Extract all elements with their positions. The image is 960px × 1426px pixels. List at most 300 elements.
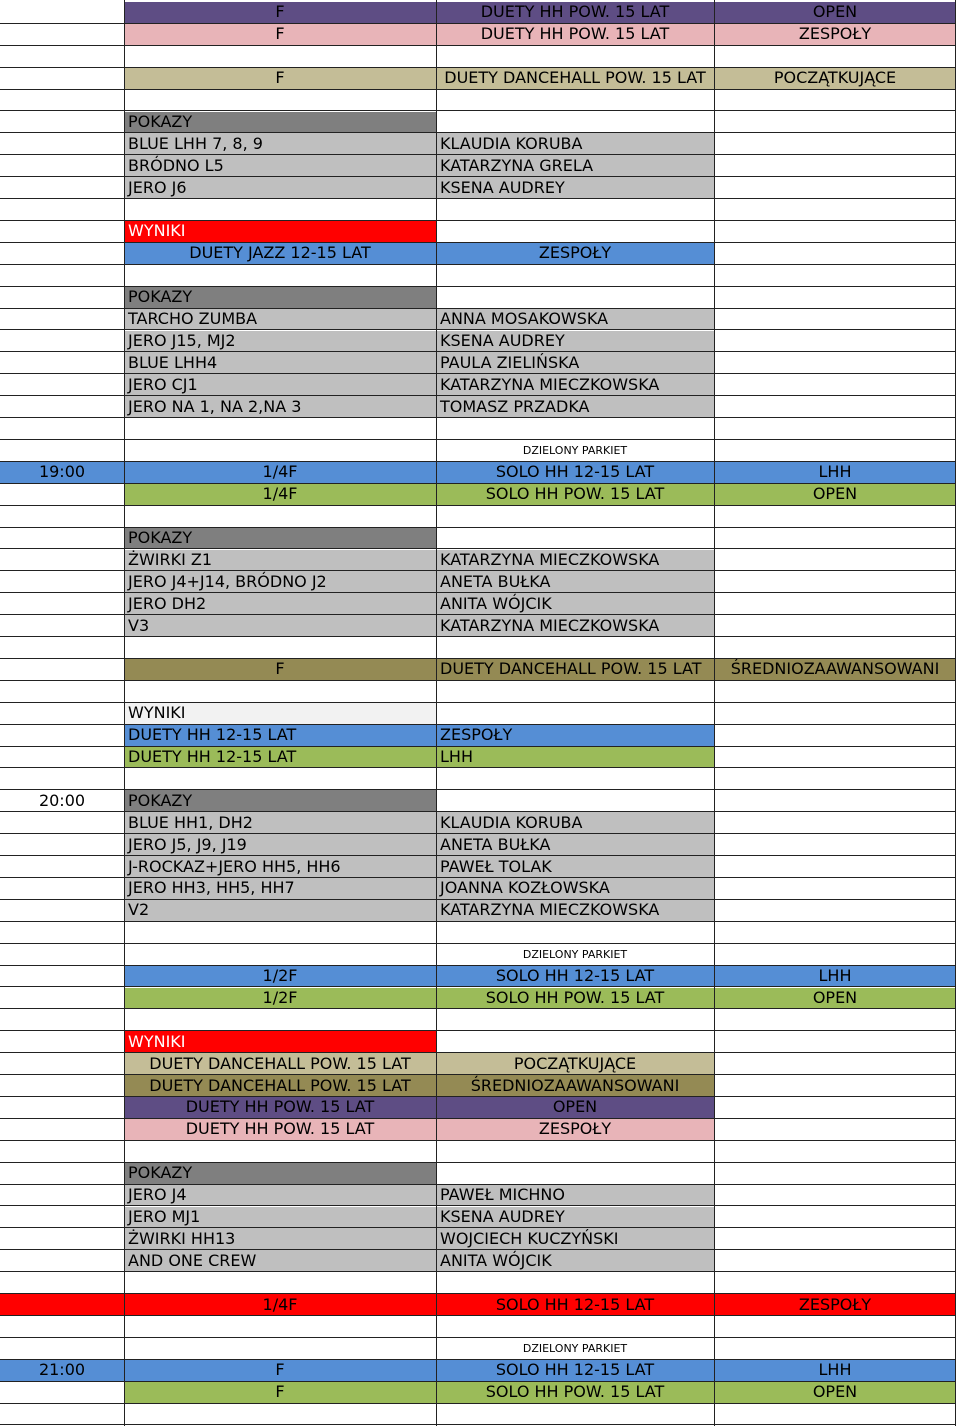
round-cell: J-ROCKAZ+JERO HH5, HH6 — [128, 856, 341, 876]
category-cell — [436, 199, 714, 220]
round-cell: JERO J15, MJ2 — [128, 330, 236, 350]
category-cell — [436, 1404, 714, 1425]
category-cell: JOANNA KOZŁOWSKA — [440, 878, 610, 898]
category-cell: ANETA BUŁKA — [440, 834, 551, 854]
schedule-row — [0, 440, 956, 462]
round-cell: WYNIKI — [128, 1031, 186, 1051]
time-cell — [0, 1053, 124, 1074]
round-cell: JERO J6 — [128, 177, 187, 197]
schedule-row — [0, 1031, 956, 1053]
schedule-row — [0, 856, 956, 878]
round-cell: AND ONE CREW — [128, 1250, 257, 1270]
time-cell — [0, 1382, 124, 1403]
category-cell: SOLO HH POW. 15 LAT — [485, 987, 665, 1007]
time-cell — [0, 1119, 124, 1140]
time-cell — [0, 374, 124, 395]
round-cell: DUETY HH 12-15 LAT — [128, 747, 297, 767]
round-cell: DUETY HH POW. 15 LAT — [185, 1097, 375, 1117]
round-cell — [124, 1141, 436, 1162]
time-cell — [0, 309, 124, 330]
round-cell: F — [275, 68, 285, 88]
category-cell: LHH — [440, 747, 473, 767]
round-cell: POKAZY — [128, 1163, 193, 1183]
round-cell — [124, 922, 436, 943]
category-cell: SOLO HH 12-15 LAT — [495, 1294, 655, 1314]
schedule-row — [0, 68, 956, 90]
time-cell — [0, 550, 124, 571]
level-cell: OPEN — [812, 1382, 858, 1402]
round-cell: 1/4F — [262, 1294, 298, 1314]
schedule-row — [0, 462, 956, 484]
time-cell — [0, 659, 124, 680]
schedule-row — [0, 1228, 956, 1250]
round-cell: WYNIKI — [128, 221, 186, 241]
category-cell — [436, 681, 714, 702]
time-cell — [0, 1316, 124, 1337]
category-cell: OPEN — [552, 1097, 598, 1117]
level-cell: ŚREDNIOZAAWANSOWANI — [730, 659, 940, 679]
schedule-row — [0, 812, 956, 834]
time-cell — [0, 812, 124, 833]
category-cell: KLAUDIA KORUBA — [440, 812, 583, 832]
time-cell — [0, 331, 124, 352]
level-cell — [714, 243, 956, 264]
category-cell: ŚREDNIOZAAWANSOWANI — [470, 1075, 680, 1095]
category-cell: KLAUDIA KORUBA — [440, 133, 583, 153]
level-cell — [714, 221, 956, 242]
schedule-row — [0, 1382, 956, 1404]
level-cell — [714, 396, 956, 417]
category-cell — [436, 703, 714, 724]
time-cell — [0, 1338, 124, 1359]
category-cell: ANNA MOSAKOWSKA — [440, 309, 609, 329]
category-cell: ZESPOŁY — [440, 725, 513, 745]
schedule-row — [0, 90, 956, 112]
category-cell — [436, 1141, 714, 1162]
schedule-row — [0, 900, 956, 922]
category-cell: KSENA AUDREY — [440, 177, 565, 197]
time-cell — [0, 703, 124, 724]
time-cell — [0, 1228, 124, 1249]
round-cell — [124, 46, 436, 67]
round-cell — [124, 440, 436, 461]
category-cell — [436, 418, 714, 439]
round-cell: ŻWIRKI HH13 — [128, 1228, 236, 1248]
schedule-row — [0, 46, 956, 68]
schedule-row — [0, 287, 956, 309]
schedule-row — [0, 703, 956, 725]
time-cell — [0, 528, 124, 549]
round-cell — [124, 681, 436, 702]
schedule-row — [0, 769, 956, 791]
category-cell — [436, 287, 714, 308]
round-cell: F — [275, 1360, 285, 1380]
schedule-row — [0, 177, 956, 199]
level-cell — [714, 703, 956, 724]
level-cell: LHH — [818, 1360, 852, 1380]
schedule-row — [0, 1250, 956, 1272]
level-cell — [714, 1228, 956, 1249]
time-cell — [0, 1031, 124, 1052]
level-cell — [714, 1141, 956, 1162]
level-cell — [714, 725, 956, 746]
level-cell — [714, 374, 956, 395]
category-cell: DUETY HH POW. 15 LAT — [480, 2, 670, 22]
time-cell — [0, 1075, 124, 1096]
schedule-row — [0, 265, 956, 287]
level-cell — [714, 309, 956, 330]
time-cell — [0, 90, 124, 111]
round-cell: JERO HH3, HH5, HH7 — [128, 878, 295, 898]
category-cell: ZESPOŁY — [538, 1119, 612, 1139]
round-cell: F — [275, 2, 285, 22]
time-cell — [0, 1207, 124, 1228]
schedule-row — [0, 331, 956, 353]
time-cell — [0, 24, 124, 45]
schedule-row — [0, 506, 956, 528]
time-cell — [0, 1404, 124, 1425]
level-cell — [714, 812, 956, 833]
round-cell — [124, 265, 436, 286]
round-cell — [124, 1009, 436, 1030]
category-cell: ANITA WÓJCIK — [440, 593, 552, 613]
column-divider — [124, 0, 125, 1426]
time-cell — [0, 155, 124, 176]
level-cell: POCZĄTKUJĄCE — [773, 68, 897, 88]
time-cell — [0, 221, 124, 242]
round-cell: JERO MJ1 — [128, 1206, 201, 1226]
schedule-row — [0, 243, 956, 265]
level-cell — [714, 1097, 956, 1118]
round-cell: BRÓDNO L5 — [128, 155, 224, 175]
category-cell — [436, 46, 714, 67]
level-cell — [714, 922, 956, 943]
level-cell — [714, 769, 956, 790]
round-cell: JERO J4 — [128, 1185, 187, 1205]
column-divider — [714, 0, 715, 1426]
category-cell: KATARZYNA MIECZKOWSKA — [440, 549, 660, 569]
category-cell: DUETY HH POW. 15 LAT — [480, 24, 670, 44]
schedule-row — [0, 966, 956, 988]
time-cell — [0, 1294, 124, 1315]
category-cell: KATARZYNA MIECZKOWSKA — [440, 900, 660, 920]
time-cell — [0, 593, 124, 614]
time-cell — [0, 1185, 124, 1206]
category-cell — [436, 922, 714, 943]
category-cell: KATARZYNA MIECZKOWSKA — [440, 615, 660, 635]
level-cell: OPEN — [812, 987, 858, 1007]
schedule-row — [0, 112, 956, 134]
category-cell — [436, 1163, 714, 1184]
time-cell — [0, 944, 124, 965]
round-cell: DUETY JAZZ 12-15 LAT — [189, 243, 371, 263]
round-cell: 1/2F — [262, 987, 298, 1007]
round-cell — [124, 1338, 436, 1359]
level-cell — [714, 550, 956, 571]
round-cell — [124, 506, 436, 527]
level-cell — [714, 1119, 956, 1140]
level-cell — [714, 155, 956, 176]
level-cell — [714, 900, 956, 921]
schedule-row — [0, 725, 956, 747]
time-cell — [0, 133, 124, 154]
round-cell: JERO J5, J9, J19 — [128, 834, 247, 854]
level-cell — [714, 1338, 956, 1359]
schedule-row — [0, 155, 956, 177]
category-cell — [436, 1272, 714, 1293]
schedule-row — [0, 1360, 956, 1382]
level-cell — [714, 878, 956, 899]
category-cell: DUETY DANCEHALL POW. 15 LAT — [444, 68, 706, 88]
category-cell — [436, 1031, 714, 1052]
column-divider — [955, 0, 956, 1426]
time-cell — [0, 900, 124, 921]
time-cell — [0, 1250, 124, 1271]
round-cell — [124, 1316, 436, 1337]
round-cell — [124, 1272, 436, 1293]
level-cell — [714, 944, 956, 965]
level-cell — [714, 593, 956, 614]
round-cell — [124, 199, 436, 220]
level-cell — [714, 790, 956, 811]
category-cell — [436, 221, 714, 242]
category-cell — [436, 790, 714, 811]
time-cell — [0, 747, 124, 768]
time-cell — [0, 571, 124, 592]
category-cell: KSENA AUDREY — [440, 330, 565, 350]
level-cell — [714, 506, 956, 527]
category-cell — [436, 1009, 714, 1030]
schedule-row — [0, 593, 956, 615]
level-cell — [714, 1404, 956, 1425]
level-cell — [714, 112, 956, 133]
category-cell: KSENA AUDREY — [440, 1206, 565, 1226]
round-cell: 1/4F — [262, 462, 298, 482]
round-cell — [124, 418, 436, 439]
category-cell: DUETY DANCEHALL POW. 15 LAT — [440, 659, 702, 679]
schedule-row — [0, 352, 956, 374]
schedule-row — [0, 374, 956, 396]
time-cell — [0, 396, 124, 417]
round-cell: POKAZY — [128, 111, 193, 131]
schedule-row — [0, 2, 956, 24]
schedule-row — [0, 309, 956, 331]
level-cell: ZESPOŁY — [798, 1294, 872, 1314]
level-cell: ZESPOŁY — [798, 24, 872, 44]
time-cell — [0, 637, 124, 658]
category-cell: SOLO HH 12-15 LAT — [495, 966, 655, 986]
level-cell — [714, 46, 956, 67]
round-cell: POKAZY — [128, 287, 193, 307]
level-cell — [714, 1250, 956, 1271]
round-cell: ŻWIRKI Z1 — [128, 549, 213, 569]
round-cell: JERO CJ1 — [128, 374, 198, 394]
schedule-row — [0, 1119, 956, 1141]
level-cell — [714, 1272, 956, 1293]
category-cell: KATARZYNA GRELA — [440, 155, 594, 175]
time-cell: 19:00 — [38, 462, 86, 482]
schedule-row — [0, 1316, 956, 1338]
category-cell — [436, 112, 714, 133]
schedule-row — [0, 1404, 956, 1426]
level-cell: OPEN — [812, 484, 858, 504]
schedule-row — [0, 396, 956, 418]
schedule-row — [0, 1338, 956, 1360]
schedule-row — [0, 24, 956, 46]
time-cell — [0, 1163, 124, 1184]
time-cell — [0, 199, 124, 220]
round-cell: F — [275, 659, 285, 679]
round-cell: F — [275, 24, 285, 44]
time-cell: 21:00 — [38, 1360, 86, 1380]
time-cell — [0, 856, 124, 877]
category-cell: WOJCIECH KUCZYŃSKI — [440, 1228, 619, 1248]
level-cell — [714, 856, 956, 877]
schedule-row — [0, 922, 956, 944]
round-cell: 1/2F — [262, 966, 298, 986]
level-cell — [714, 637, 956, 658]
time-cell — [0, 352, 124, 373]
category-cell: DZIELONY PARKIET — [522, 947, 628, 961]
category-cell — [436, 90, 714, 111]
time-cell — [0, 966, 124, 987]
level-cell — [714, 1163, 956, 1184]
schedule-row — [0, 878, 956, 900]
level-cell — [714, 1009, 956, 1030]
time-cell — [0, 1009, 124, 1030]
time-cell — [0, 878, 124, 899]
time-cell — [0, 68, 124, 89]
round-cell: DUETY HH 12-15 LAT — [128, 725, 297, 745]
level-cell — [714, 1185, 956, 1206]
level-cell: OPEN — [812, 2, 858, 22]
schedule-row — [0, 988, 956, 1010]
level-cell — [714, 1207, 956, 1228]
level-cell — [714, 440, 956, 461]
schedule-row — [0, 528, 956, 550]
time-cell — [0, 484, 124, 505]
level-cell — [714, 90, 956, 111]
level-cell: LHH — [818, 462, 852, 482]
level-cell — [714, 528, 956, 549]
schedule-row — [0, 1163, 956, 1185]
category-cell: ZESPOŁY — [538, 243, 612, 263]
level-cell — [714, 571, 956, 592]
category-cell: PAWEŁ MICHNO — [440, 1185, 565, 1205]
schedule-row — [0, 681, 956, 703]
level-cell — [714, 681, 956, 702]
category-cell — [436, 1316, 714, 1337]
level-cell — [714, 615, 956, 636]
category-cell — [436, 506, 714, 527]
schedule-row — [0, 834, 956, 856]
schedule-row — [0, 1141, 956, 1163]
time-cell — [0, 506, 124, 527]
schedule-row — [0, 637, 956, 659]
schedule-row — [0, 221, 956, 243]
category-cell: SOLO HH POW. 15 LAT — [485, 1382, 665, 1402]
level-cell — [714, 352, 956, 373]
schedule-row — [0, 133, 956, 155]
round-cell — [124, 637, 436, 658]
round-cell: WYNIKI — [128, 703, 186, 723]
level-cell — [714, 331, 956, 352]
time-cell — [0, 2, 124, 23]
round-cell: JERO NA 1, NA 2,NA 3 — [128, 396, 302, 416]
schedule-row — [0, 1009, 956, 1031]
level-cell: LHH — [818, 966, 852, 986]
schedule-row — [0, 1053, 956, 1075]
level-cell — [714, 1053, 956, 1074]
round-cell — [124, 769, 436, 790]
time-cell — [0, 681, 124, 702]
time-cell — [0, 46, 124, 67]
schedule-row — [0, 571, 956, 593]
time-cell — [0, 177, 124, 198]
schedule-row — [0, 790, 956, 812]
category-cell: SOLO HH 12-15 LAT — [495, 462, 655, 482]
schedule-row — [0, 1272, 956, 1294]
time-cell — [0, 1272, 124, 1293]
category-cell: SOLO HH POW. 15 LAT — [485, 484, 665, 504]
level-cell — [714, 265, 956, 286]
time-cell — [0, 440, 124, 461]
round-cell: 1/4F — [262, 484, 298, 504]
round-cell: BLUE LHH4 — [128, 352, 218, 372]
round-cell: DUETY DANCEHALL POW. 15 LAT — [149, 1075, 411, 1095]
time-cell — [0, 265, 124, 286]
category-cell: DZIELONY PARKIET — [522, 443, 628, 457]
category-cell: POCZĄTKUJĄCE — [513, 1053, 637, 1073]
time-cell — [0, 988, 124, 1009]
level-cell — [714, 199, 956, 220]
schedule-row — [0, 1185, 956, 1207]
category-cell: SOLO HH 12-15 LAT — [495, 1360, 655, 1380]
level-cell — [714, 1316, 956, 1337]
schedule-row — [0, 550, 956, 572]
round-cell — [124, 1404, 436, 1425]
round-cell: POKAZY — [128, 790, 193, 810]
round-cell: JERO DH2 — [128, 593, 207, 613]
time-cell — [0, 615, 124, 636]
schedule-row — [0, 747, 956, 769]
schedule-row — [0, 1097, 956, 1119]
category-cell: PAWEŁ TOLAK — [440, 856, 552, 876]
schedule-row — [0, 615, 956, 637]
level-cell — [714, 133, 956, 154]
round-cell: JERO J4+J14, BRÓDNO J2 — [128, 571, 327, 591]
round-cell: POKAZY — [128, 528, 193, 548]
category-cell: TOMASZ PRZADKA — [440, 396, 590, 416]
schedule-row — [0, 484, 956, 506]
level-cell — [714, 747, 956, 768]
level-cell — [714, 834, 956, 855]
round-cell: DUETY HH POW. 15 LAT — [185, 1119, 375, 1139]
schedule-row — [0, 659, 956, 681]
category-cell: DZIELONY PARKIET — [522, 1341, 628, 1355]
category-cell — [436, 769, 714, 790]
schedule-row — [0, 1075, 956, 1097]
level-cell — [714, 418, 956, 439]
category-cell: KATARZYNA MIECZKOWSKA — [440, 374, 660, 394]
round-cell — [124, 944, 436, 965]
level-cell — [714, 1031, 956, 1052]
time-cell — [0, 243, 124, 264]
category-cell — [436, 528, 714, 549]
schedule-row — [0, 418, 956, 440]
round-cell: BLUE HH1, DH2 — [128, 812, 253, 832]
time-cell — [0, 834, 124, 855]
